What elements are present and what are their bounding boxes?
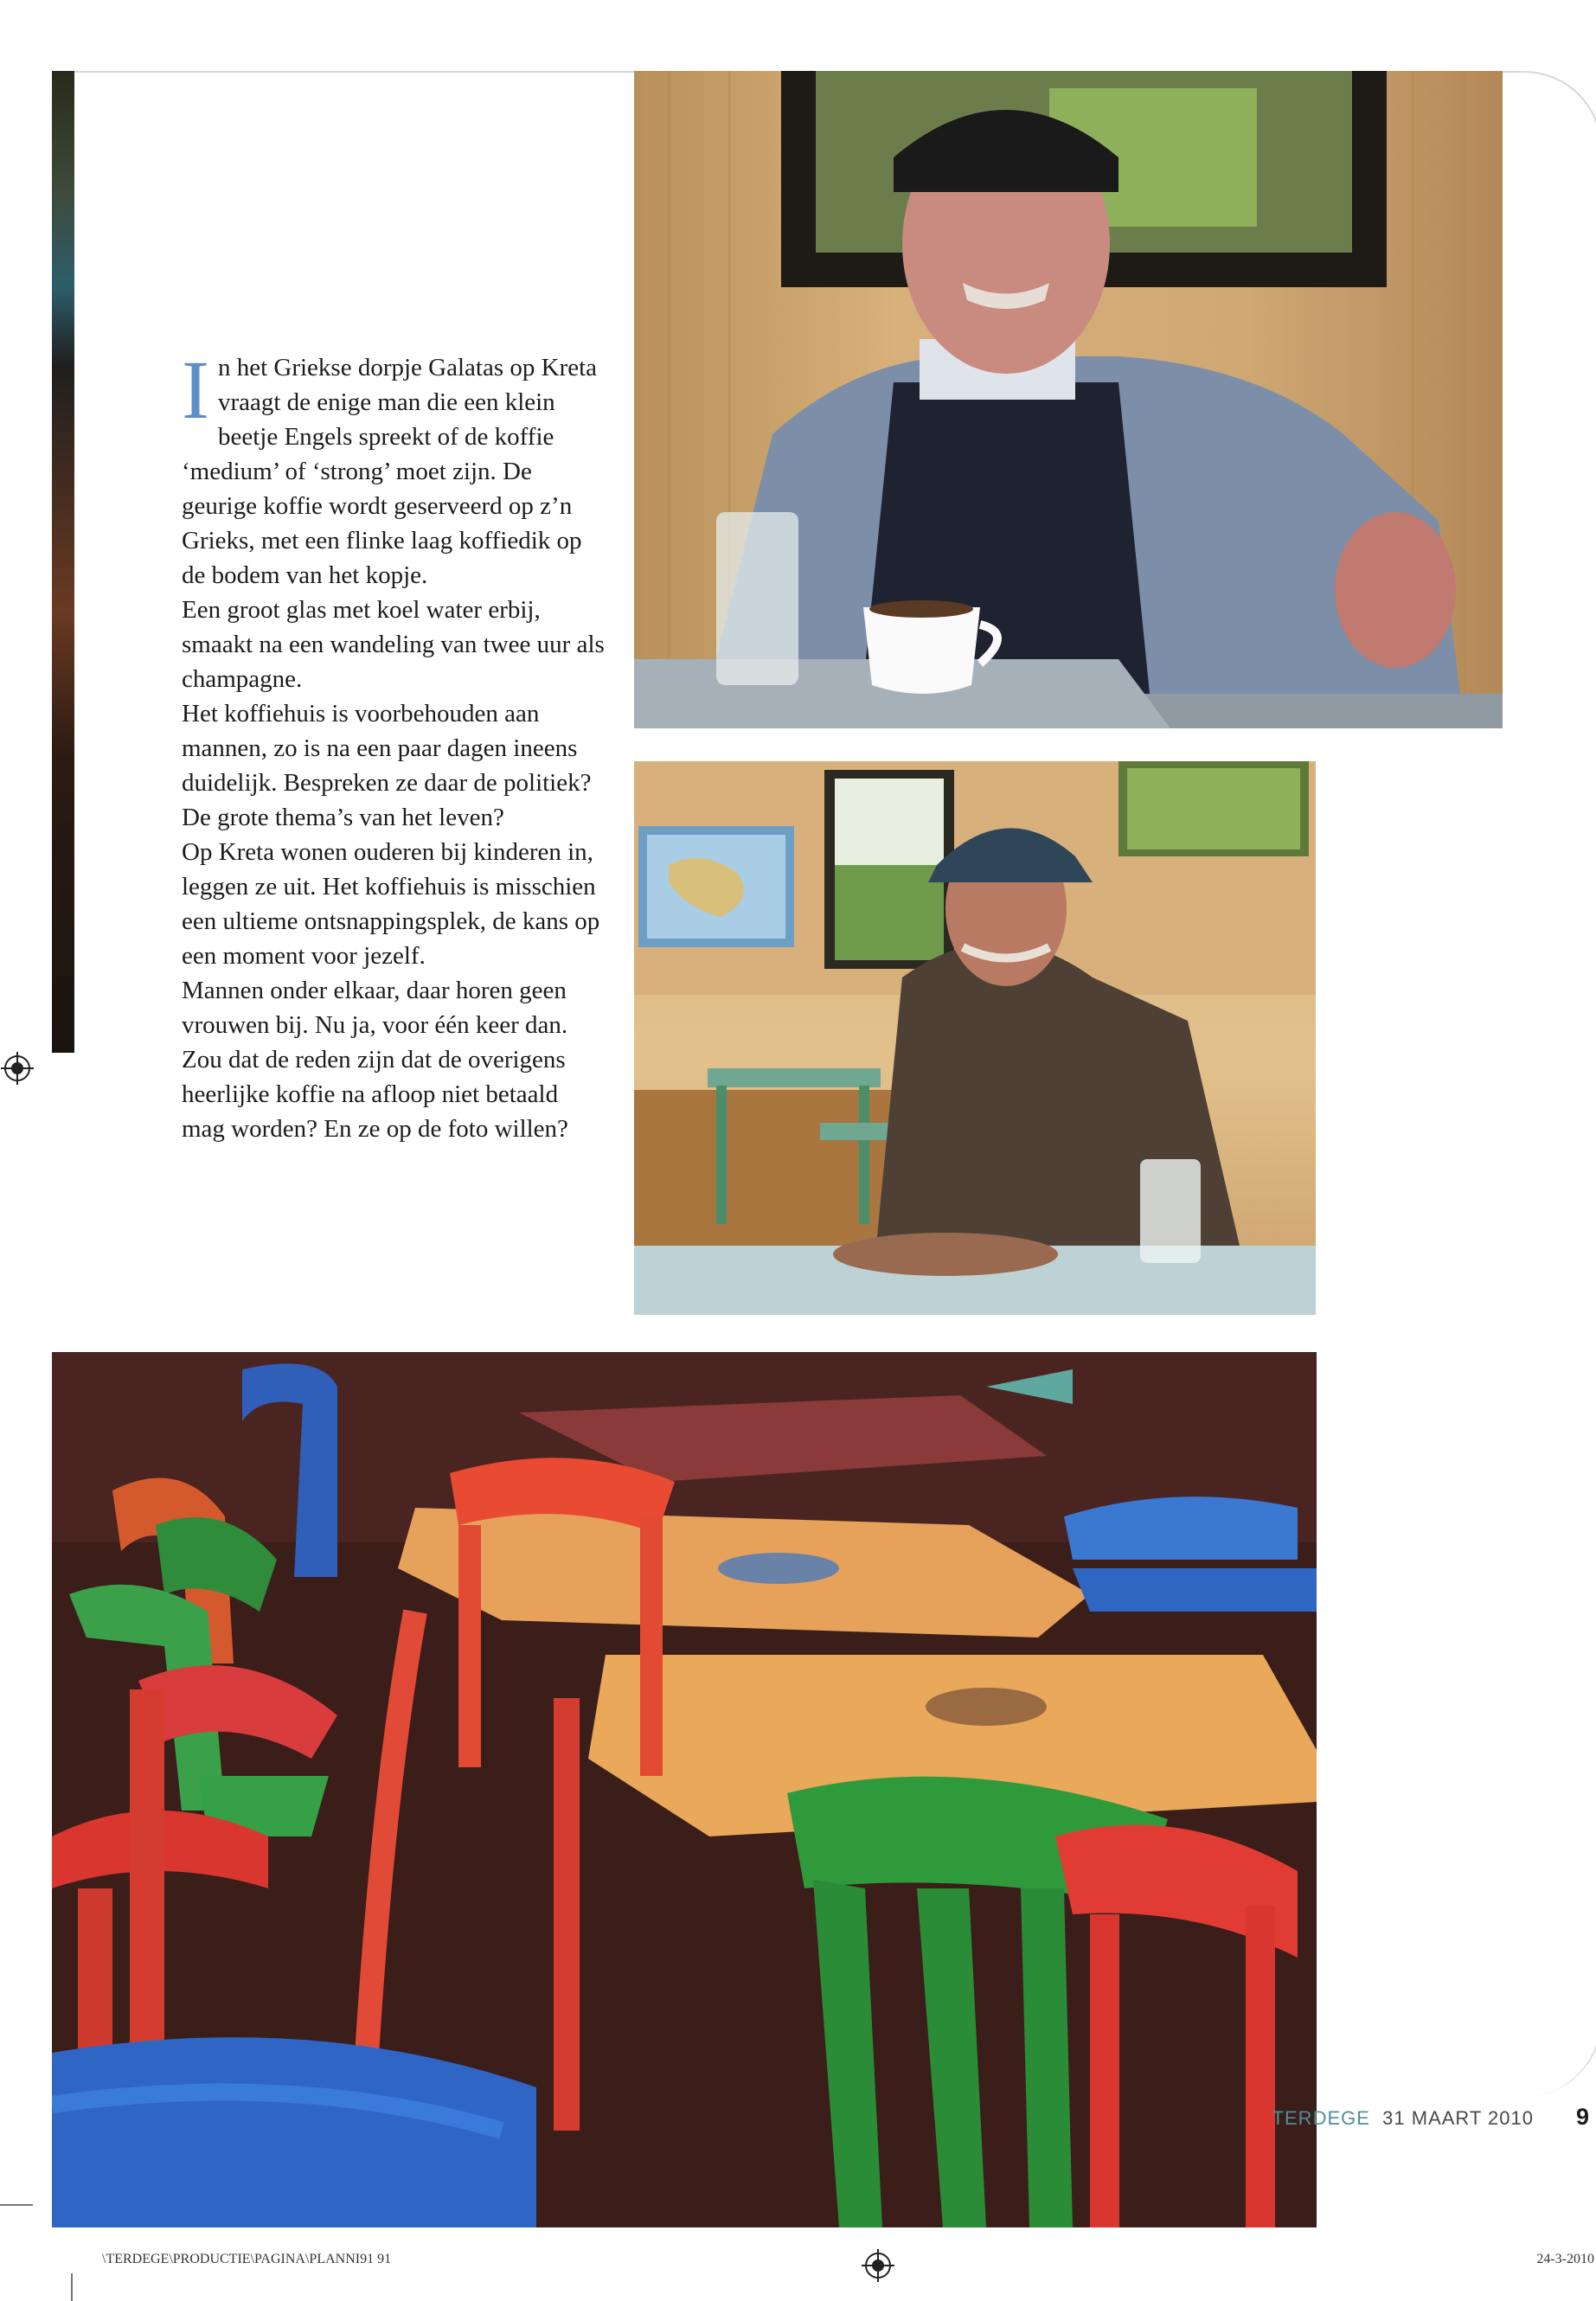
registration-mark-icon [4, 1055, 30, 1081]
left-bleed-photo-strip [52, 71, 74, 1053]
article-paragraph-1: n het Griekse dorpje Galatas op Kreta vraagt de enige man die een klein beetje Engels spreekt of de koffie ‘medium’ of ‘strong’ moet zijn. De geurige koffie wordt geserveerd op z’n Grieks, met een flinke laag koffiedik op de bodem van het kopje. [182, 354, 598, 589]
photo-man-with-cap [634, 761, 1316, 1315]
article-paragraph-5: Mannen onder elkaar, daar horen geen vrouwen bij. Nu ja, voor één keer dan. Zou dat de reden zijn dat de overigens heerlijke koffie na afloop niet betaald mag worden? En ze op de foto willen? [182, 977, 568, 1143]
photo-colorful-cafe-chairs [52, 1352, 1317, 2227]
footer-brand: TERDEGE [1272, 2107, 1370, 2129]
print-slug-date: 24-3-2010 [1536, 2252, 1594, 2266]
article-paragraph-2: Een groot glas met koel water erbij, smaakt na een wandeling van twee uur als champagne. [182, 596, 605, 693]
drop-cap: I [182, 343, 209, 436]
registration-mark-icon [865, 2253, 891, 2279]
article-body [182, 343, 606, 1146]
article-paragraph-4: Op Kreta wonen ouderen bij kinderen in, leggen ze uit. Het koffiehuis is misschien een ultieme ontsnappingsplek, de kans op een moment voor jezelf. [182, 838, 600, 970]
article-paragraph-3: Het koffiehuis is voorbehouden aan mannen, zo is na een paar dagen ineens duidelijk. Bespreken ze daar de politiek? De grote thema’s van het leven? [182, 700, 592, 831]
photo-elderly-man-coffee [634, 71, 1503, 728]
footer-date: 31 MAART 2010 [1382, 2107, 1534, 2129]
print-slug-path: \TERDEGE\PRODUCTIE\PAGINA\PLANNI91 91 [102, 2252, 392, 2266]
crop-mark-horizontal [0, 2204, 33, 2206]
crop-mark-vertical [71, 2273, 73, 2301]
footer-magazine-date [1272, 2107, 1534, 2130]
page-number: 9 [1575, 2104, 1589, 2130]
